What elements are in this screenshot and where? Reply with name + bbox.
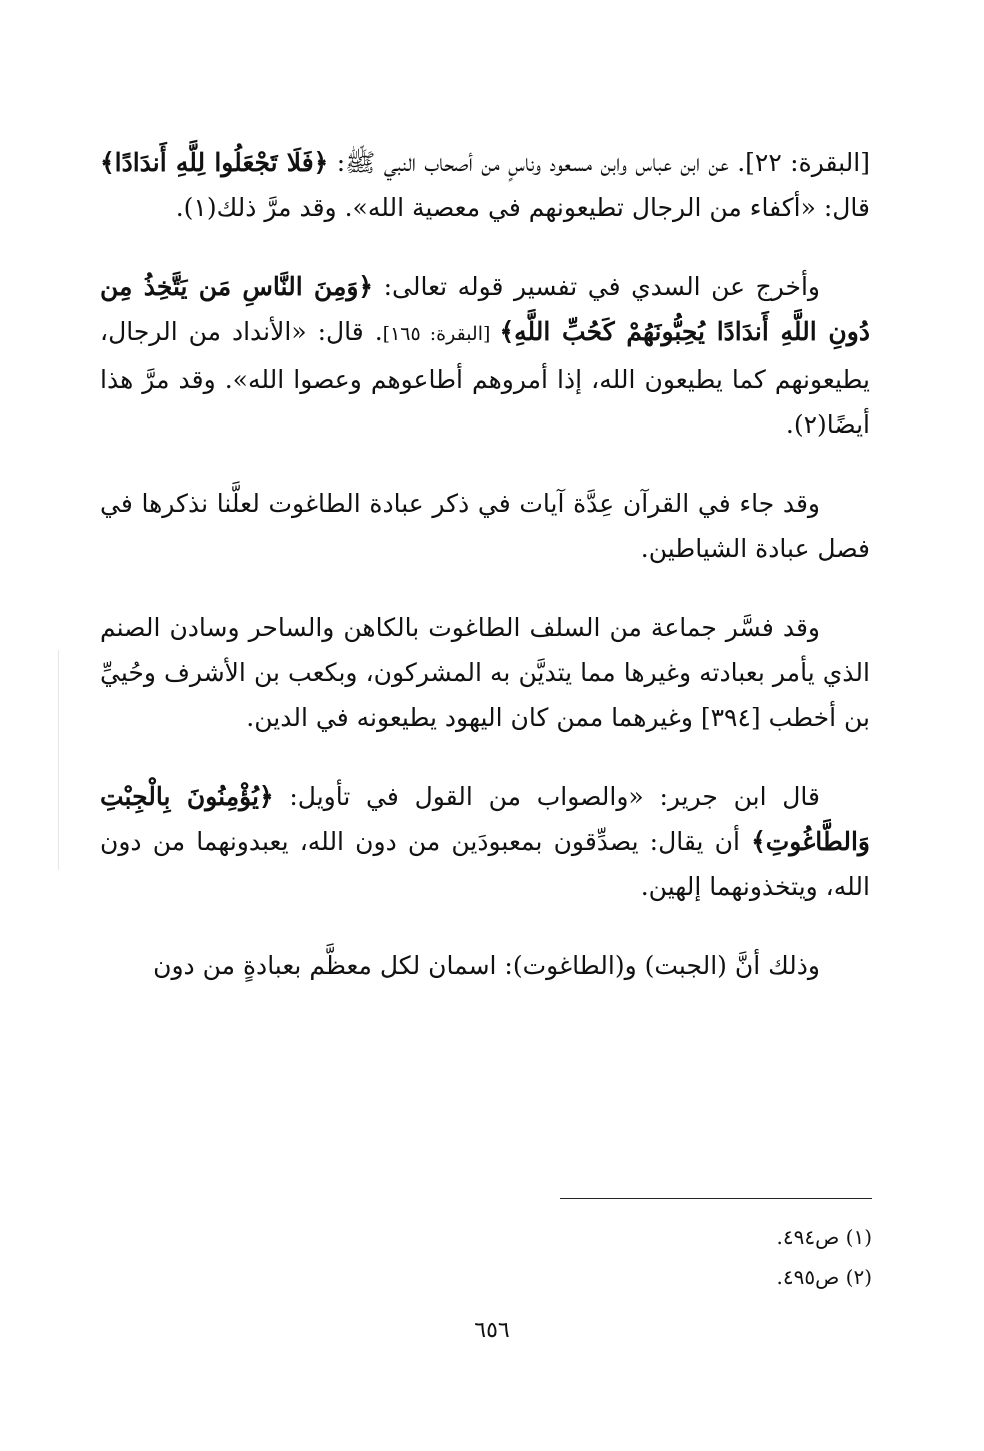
footnote-divider: [560, 1198, 872, 1199]
scan-margin-line: [58, 650, 59, 870]
paragraph-3: وقد جاء في القرآن عِدَّة آيات في ذكر عبادة الطاغوت لعلَّنا نذكرها في فصل عبادة الشياطين.: [100, 489, 870, 563]
paragraph-2: [100, 264, 870, 447]
paragraph-5-intro: قال ابن جرير: «والصواب من القول في تأويل:: [273, 782, 820, 811]
paragraph-1-intro: [البقرة: ٢٢]. عن ابن عباس وابن مسعود وناسٍ من أصحاب النبي ﷺ:: [328, 148, 870, 177]
paragraph-5-text: أن يقال: يصدِّقون بمعبودَين من دون الله، يعبدونهما من دون الله، ويتخذونهما إلهين.: [100, 827, 870, 901]
paragraph-5: [100, 774, 870, 909]
paragraph-1: [100, 140, 870, 230]
footnotes: [560, 1198, 872, 1297]
page-body: [100, 140, 870, 1022]
paragraph-2-text: . قال: «الأنداد من الرجال، يطيعونهم كما يطيعون الله، إذا أمروهم أطاعوهم وعصوا الله». وقد مرَّ هذا أيضًا(٢).: [100, 317, 870, 439]
page-number: ٦٥٦: [474, 1318, 510, 1343]
paragraph-4: وقد فسَّر جماعة من السلف الطاغوت بالكاهن والساحر وسادن الصنم الذي يأمر بعبادته وغيرها مما يتديَّن به المشركون، وبكعب بن الأشرف وحُييِّ بن أخطب [٣٩٤] وغيرهما ممن كان اليهود يطيعونه في الدين.: [100, 613, 870, 732]
paragraph-1-text: قال: «أكفاء من الرجال تطيعونهم في معصية الله». وقد مرَّ ذلك(١).: [175, 193, 870, 222]
paragraph-6: وذلك أنَّ (الجبت) و(الطاغوت): اسمان لكل معظَّم بعبادةٍ من دون: [153, 951, 820, 980]
footnote-2: (٢) ص٤٩٥.: [776, 1265, 872, 1289]
quran-verse: ﴿وَمِنَ النَّاسِ مَن يَتَّخِذُ مِن دُونِ اللَّهِ أَندَادًا يُحِبُّونَهُمْ كَحُبِّ اللَّهِ﴾: [100, 272, 870, 346]
quran-verse: ﴿فَلَا تَجْعَلُوا لِلَّهِ أَندَادًا﴾: [100, 148, 329, 177]
paragraph-2-intro: وأخرج عن السدي في تفسير قوله تعالى:: [373, 272, 821, 301]
footnote-1: (١) ص٤٩٤.: [776, 1225, 872, 1249]
verse-reference: [البقرة: ١٦٥]: [382, 323, 500, 345]
quran-verse: ﴿يُؤْمِنُونَ بِالْجِبْتِ وَالطَّاغُوتِ﴾: [100, 782, 870, 856]
